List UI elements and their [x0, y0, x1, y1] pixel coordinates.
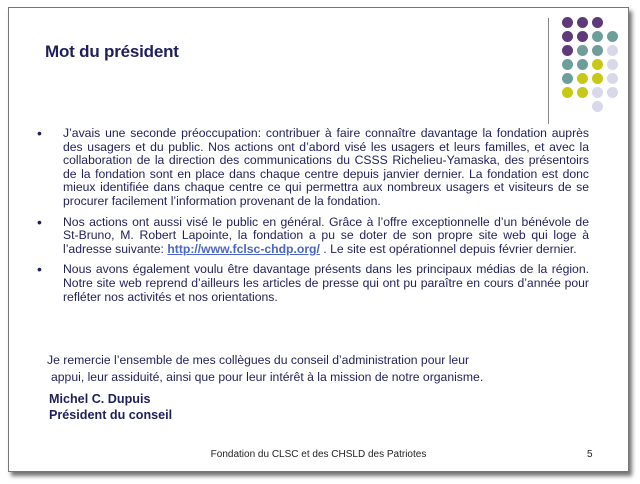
decorative-dot: [592, 73, 603, 84]
signature: [49, 391, 172, 424]
decorative-dot: [577, 101, 588, 112]
decorative-dot: [577, 73, 588, 84]
thanks-line-2: appui, leur assiduité, ainsi que pour leur intérêt à la mission de notre organisme.: [51, 369, 484, 384]
decorative-dot: [607, 101, 618, 112]
page-number: 5: [587, 449, 593, 460]
decorative-dot: [592, 17, 603, 28]
decorative-dot: [607, 87, 618, 98]
decorative-dot: [562, 87, 573, 98]
decorative-dot: [562, 45, 573, 56]
decorative-dot: [562, 73, 573, 84]
decorative-dot: [562, 31, 573, 42]
slide: [8, 7, 629, 472]
title-divider-line: [548, 18, 549, 124]
thanks-paragraph: [47, 352, 607, 385]
decorative-dot: [562, 17, 573, 28]
bullet-1-text: J’avais une seconde préoccupation: contribuer à faire connaître davantage la fondation auprès des usagers et du public. Nos actions ont d’abord visé les usagers et leurs familles, et avec la collaboration de la direction des communications du CSSS Richelieu-Yamaska, des présentoirs de la fondation sont en place dans chaque centre depuis janvier dernier. La fondation est donc mieux identifiée dans chaque centre ce qui permettra aux nombreux usagers et visiteurs de se procurer facilement l’information provenant de la fondation.: [63, 126, 589, 208]
decorative-dot: [577, 59, 588, 70]
slide-title: Mot du président: [45, 42, 179, 61]
decorative-dot: [592, 31, 603, 42]
decorative-dot: [592, 87, 603, 98]
decorative-dot: [577, 17, 588, 28]
decorative-dot: [607, 31, 618, 42]
decorative-dot: [607, 73, 618, 84]
decorative-dot: [562, 101, 573, 112]
decorative-dot: [577, 87, 588, 98]
decorative-dot: [592, 101, 603, 112]
signature-name: Michel C. Dupuis: [49, 392, 151, 406]
bullet-2-text-after: . Le site est opérationnel depuis février dernier.: [319, 241, 577, 256]
decorative-dot: [562, 59, 573, 70]
bullet-2-text-before: Nos actions ont aussi visé le public en général. Grâce à l’offre exceptionnelle d’un bénévole de St-Bruno, M. Robert Lapointe, la fondation a pu se doter de son propre site web qui loge à l’adresse suivante:: [63, 214, 589, 256]
website-link[interactable]: http://www.fclsc-chdp.org/: [167, 241, 320, 256]
bullet-item-1: [35, 127, 589, 209]
bullet-list: [35, 127, 589, 311]
bullet-item-3: [35, 263, 589, 304]
footer-text: Fondation du CLSC et des CHSLD des Patriotes: [210, 449, 427, 460]
decorative-dot: [607, 45, 618, 56]
bullet-item-2: [35, 216, 589, 257]
bullet-3-text: Nous avons également voulu être davantage présents dans les principaux médias de la région. Notre site web reprend d’ailleurs les articles de presse qui ont pu paraître en cours d’année pour refléter nos activités et nos orientations.: [63, 262, 589, 304]
decorative-dot: [592, 59, 603, 70]
decorative-dot: [577, 45, 588, 56]
signature-role: Président du conseil: [49, 408, 173, 423]
decorative-dot: [607, 17, 618, 28]
decorative-dot: [577, 31, 588, 42]
decorative-dot: [592, 45, 603, 56]
decorative-dot-grid: [562, 17, 618, 112]
thanks-line-1: Je remercie l’ensemble de mes collègues du conseil d’administration pour leur: [47, 353, 470, 367]
decorative-dot: [607, 59, 618, 70]
